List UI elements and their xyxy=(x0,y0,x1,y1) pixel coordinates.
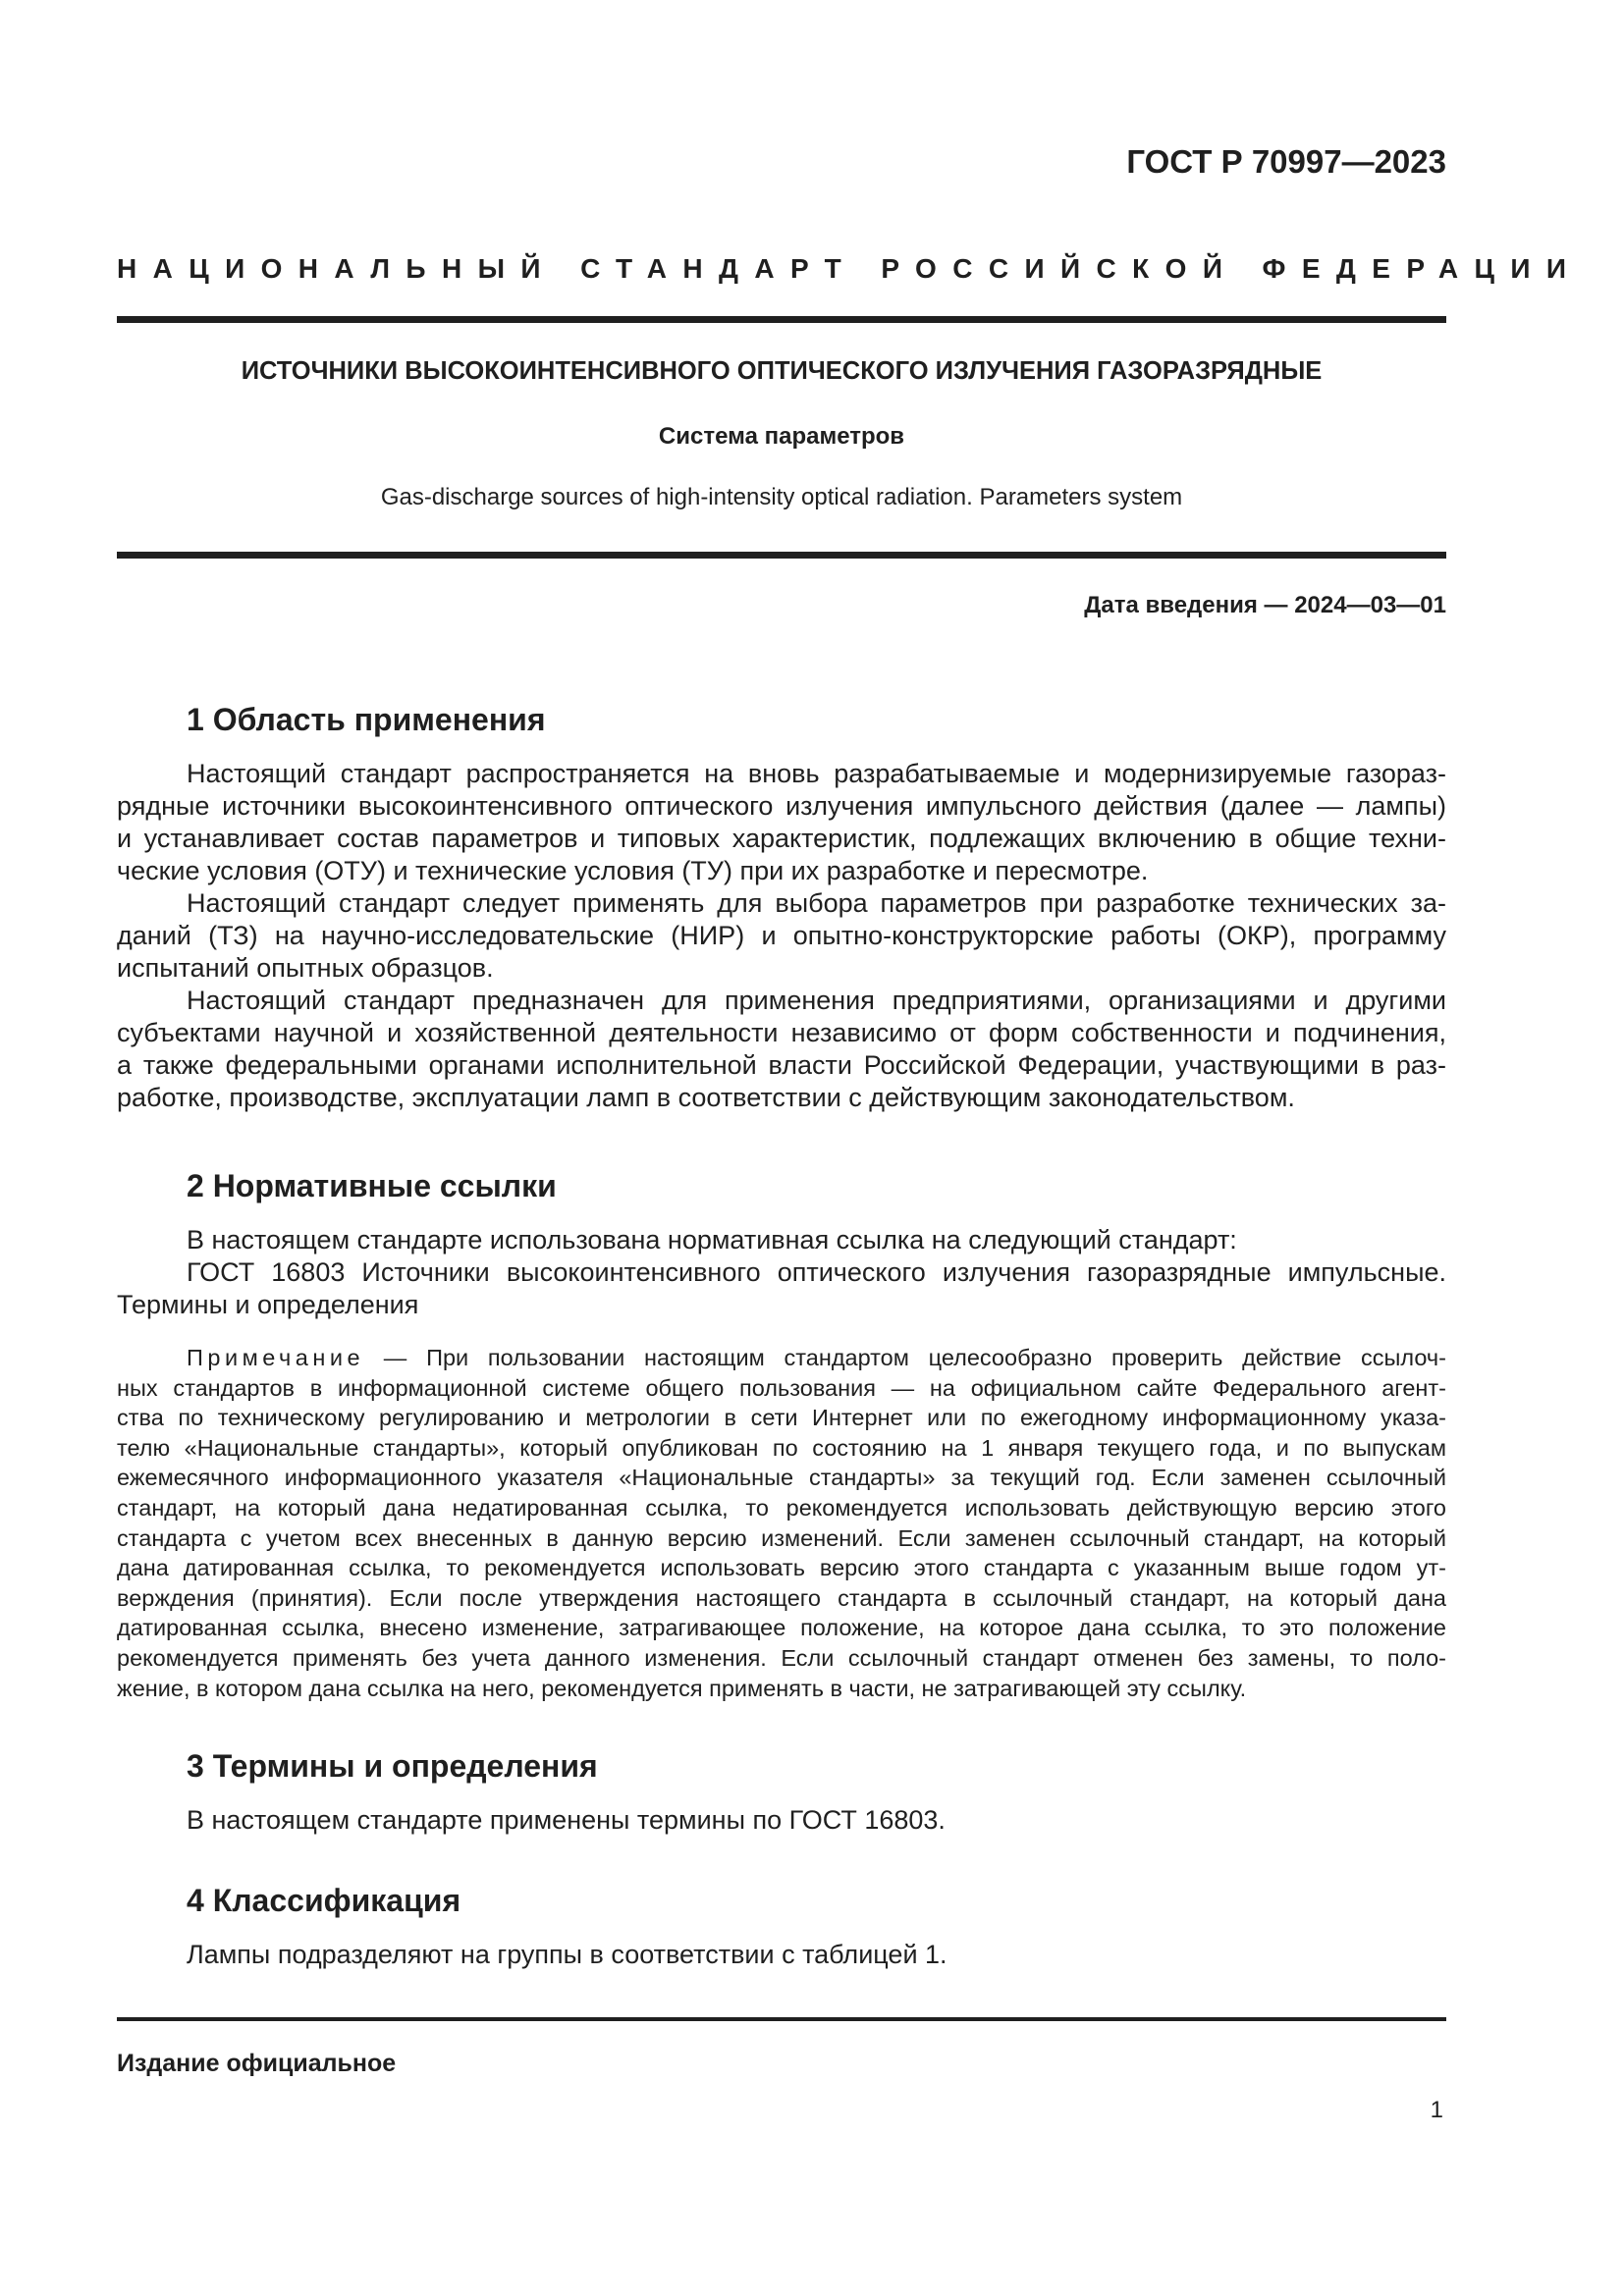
document-number: ГОСТ Р 70997—2023 xyxy=(1126,143,1446,180)
text-line: ежемесячного информационного указателя «Национальные стандарты» за текущий год. Если заменен ссылочный xyxy=(117,1465,1446,1491)
english-title: Gas-discharge sources of high-intensity optical radiation. Parameters system xyxy=(380,484,1183,510)
title-bottom-rule xyxy=(117,552,1446,559)
text-line: Настоящий стандарт предназначен для применения предприятиями, организациями и другими xyxy=(187,986,1446,1015)
text-line: а также федеральными органами исполнительной власти Российской Федерации, участвующими в раз- xyxy=(117,1050,1446,1080)
section-1-paragraph-2 xyxy=(117,887,1446,985)
official-edition-label: Издание официальное xyxy=(117,2050,397,2077)
text-line: Лампы подразделяют на группы в соответствии с таблицей 1. xyxy=(187,1940,947,1969)
text-line: стандарта с учетом всех внесенных в данную версию изменений. Если заменен ссылочный стандарт, на который xyxy=(117,1524,1446,1551)
section-4-heading: 4 Классификация xyxy=(187,1883,461,1918)
text-line: даний (ТЗ) на научно-исследовательские (НИР) и опытно-конструкторские работы (ОКР), программу xyxy=(117,921,1446,950)
text-line: жение, в котором дана ссылка на него, рекомендуется применять в части, не затрагивающей эту ссылку. xyxy=(117,1675,1247,1701)
text-line: дана датированная ссылка, то рекомендуется использовать версию этого стандарта с указанным выше годом ут- xyxy=(117,1555,1446,1581)
text-line: рядные источники высокоинтенсивного оптического излучения импульсного действия (далее — лампы) xyxy=(117,791,1446,821)
text-line: ГОСТ 16803 Источники высокоинтенсивного оптического излучения газоразрядные импульсные. xyxy=(187,1257,1446,1287)
text-line: В настоящем стандарте использована нормативная ссылка на следующий стандарт: xyxy=(187,1225,1237,1255)
top-rule xyxy=(117,316,1446,323)
text-line: ных стандартов в информационной системе общего пользования — на официальном сайте Федерального агент- xyxy=(117,1374,1446,1401)
section-3-paragraph-1 xyxy=(117,1804,1446,1837)
text-line: ческие условия (ОТУ) и технические условия (ТУ) при их разработке и пересмотре. xyxy=(117,856,1149,885)
section-3-heading: 3 Термины и определения xyxy=(187,1748,598,1784)
section-2-heading: 2 Нормативные ссылки xyxy=(187,1168,557,1203)
text-line: ства по техническому регулированию и метрологии в сети Интернет или по ежегодному информационному указа- xyxy=(117,1405,1446,1431)
section-2-paragraph-2 xyxy=(117,1256,1446,1321)
text-line: и устанавливает состав параметров и типовых характеристик, подлежащих включению в общие техни- xyxy=(117,824,1446,853)
text-line: датированная ссылка, внесено изменение, затрагивающее положение, на которое дана ссылка, то это положение xyxy=(117,1615,1446,1641)
footer-rule xyxy=(117,2017,1446,2021)
text-line: стандарт, на который дана недатированная ссылка, то рекомендуется использовать действующую версию этого xyxy=(117,1494,1446,1521)
section-2-note xyxy=(117,1343,1446,1703)
introduction-date: Дата введения — 2024—03—01 xyxy=(1084,592,1446,618)
text-line: верждения (принятия). Если после утверждения настоящего стандарта в ссылочный стандарт, на который дана xyxy=(117,1584,1446,1611)
note-text: — При пользовании настоящим стандартом целесообразно проверить действие ссылоч- xyxy=(364,1345,1446,1370)
text-line: Термины и определения xyxy=(117,1290,419,1319)
text-line: телю «Национальные стандарты», который опубликован по состоянию на 1 января текущего года, и по выпускам xyxy=(117,1434,1446,1461)
section-1-heading: 1 Область применения xyxy=(187,702,546,737)
note-label: Примечание xyxy=(187,1345,365,1370)
section-1-paragraph-3 xyxy=(117,985,1446,1114)
text-line: испытаний опытных образцов. xyxy=(117,953,494,983)
section-4-paragraph-1 xyxy=(117,1939,1446,1971)
text-line: В настоящем стандарте применены термины по ГОСТ 16803. xyxy=(187,1805,946,1835)
section-1-paragraph-1 xyxy=(117,758,1446,887)
section-2-paragraph-1 xyxy=(117,1224,1446,1256)
national-standard-banner: НАЦИОНАЛЬНЫЙ СТАНДАРТ РОССИЙСКОЙ ФЕДЕРАЦИИ xyxy=(117,253,1583,284)
text-line: рекомендуется применять без учета данного изменения. Если ссылочный стандарт отменен без замены, то поло- xyxy=(117,1644,1446,1671)
text-line: Настоящий стандарт следует применять для выбора параметров при разработке технических за- xyxy=(187,888,1446,918)
text-line xyxy=(117,1343,1446,1373)
document-title: ИСТОЧНИКИ ВЫСОКОИНТЕНСИВНОГО ОПТИЧЕСКОГО ИЗЛУЧЕНИЯ ГАЗОРАЗРЯДНЫЕ xyxy=(241,357,1323,385)
document-subtitle: Система параметров xyxy=(658,423,905,450)
page-number: 1 xyxy=(1430,2097,1443,2123)
text-line: Настоящий стандарт распространяется на вновь разрабатываемые и модернизируемые газораз- xyxy=(187,759,1446,788)
text-line: работке, производстве, эксплуатации ламп в соответствии с действующим законодательством. xyxy=(117,1083,1295,1112)
text-line: субъектами научной и хозяйственной деятельности независимо от форм собственности и подчинения, xyxy=(117,1018,1446,1047)
